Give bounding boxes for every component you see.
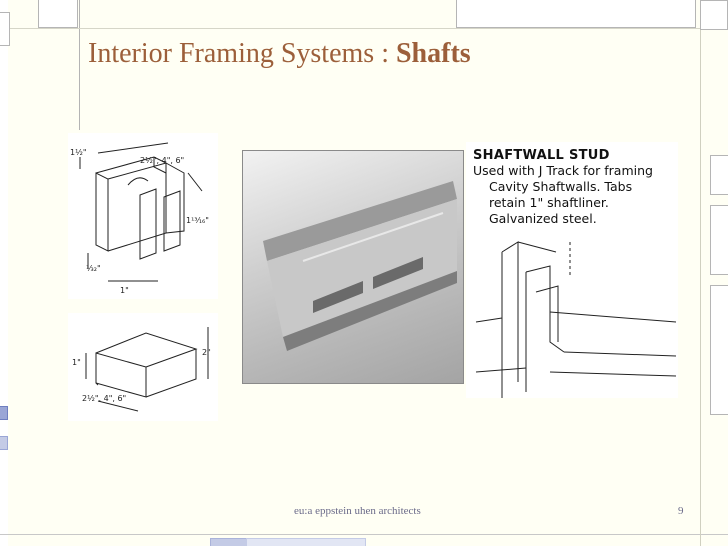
decor-square bbox=[246, 538, 366, 546]
stud-line: retain 1" shaftliner. bbox=[489, 195, 609, 210]
left-margin bbox=[0, 0, 8, 546]
stud-profile-diagram bbox=[68, 133, 218, 299]
dim-thickness: ¹⁄₃₂" bbox=[86, 264, 101, 273]
j-track-drawing bbox=[68, 313, 218, 421]
footer-text: eu:a eppstein uhen architects bbox=[294, 505, 421, 517]
dim-web: 2½", 4", 6" bbox=[140, 156, 185, 165]
decor-square bbox=[0, 406, 8, 420]
decor-square bbox=[710, 285, 728, 415]
stud-profile-drawing bbox=[68, 133, 218, 299]
stud-line: Galvanized steel. bbox=[489, 211, 597, 226]
stud-photo-drawing bbox=[243, 151, 465, 385]
decor-square bbox=[456, 0, 696, 28]
decor-square bbox=[700, 0, 728, 30]
stud-line: Cavity Shaftwalls. Tabs bbox=[489, 179, 633, 194]
stud-line: Used with J Track for framing bbox=[473, 163, 653, 178]
page-number: 9 bbox=[678, 505, 684, 517]
j-track-diagram bbox=[68, 313, 218, 421]
decor-square bbox=[710, 155, 728, 195]
stud-description bbox=[473, 148, 653, 227]
stud-photo bbox=[242, 150, 464, 384]
dim-leg: 1" bbox=[72, 358, 81, 367]
title-bold: Shafts bbox=[395, 38, 471, 69]
shaftwall-stud-panel bbox=[466, 142, 678, 398]
slide-title bbox=[88, 38, 471, 70]
dim-tab: 1¹³⁄₁₆" bbox=[186, 216, 209, 225]
decor-square bbox=[0, 436, 8, 450]
frame-line bbox=[700, 0, 701, 546]
decor-square bbox=[38, 0, 78, 28]
frame-line bbox=[0, 28, 728, 29]
stud-heading: SHAFTWALL STUD bbox=[473, 148, 610, 163]
dim-flange: 1½" bbox=[70, 148, 87, 157]
dim-base: 1" bbox=[120, 286, 129, 295]
decor-square bbox=[0, 12, 10, 46]
frame-line bbox=[79, 0, 80, 130]
decor-square bbox=[710, 205, 728, 275]
title-prefix: Interior Framing Systems : bbox=[88, 38, 396, 69]
frame-line bbox=[0, 534, 728, 535]
dim-height: 2" bbox=[202, 348, 211, 357]
dim-width: 2½", 4", 6" bbox=[82, 394, 127, 403]
